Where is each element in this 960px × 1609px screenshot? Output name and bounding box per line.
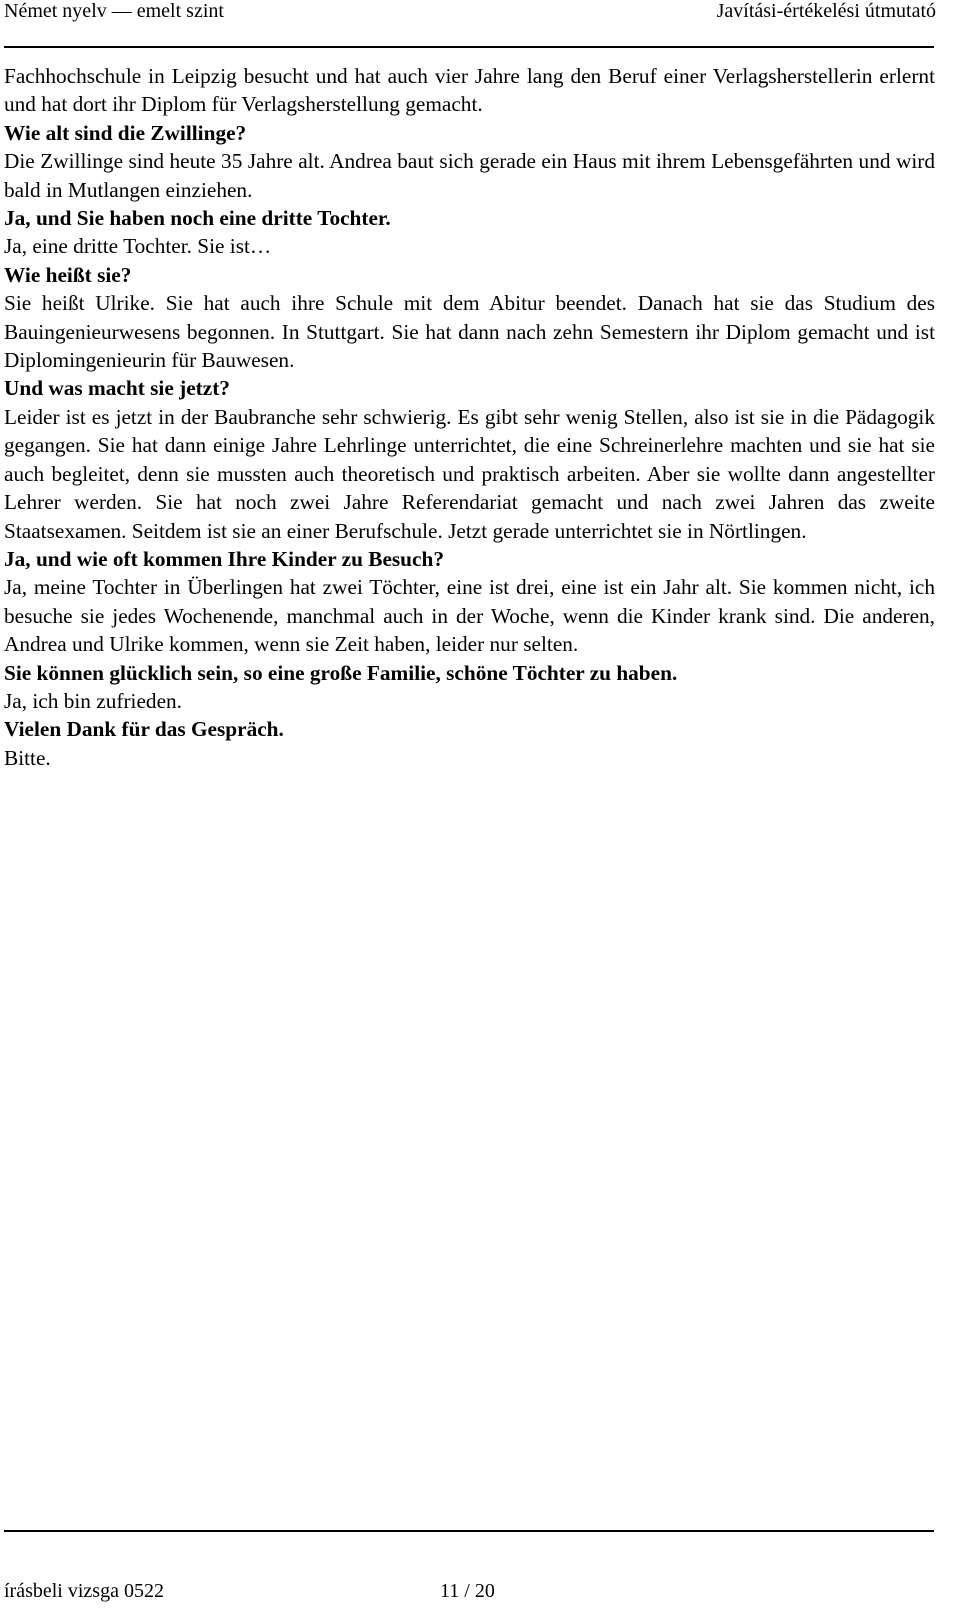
- paragraph-answer: Fachhochschule in Leipzig besucht und hat auch vier Jahre lang den Beruf einer Verlagsherstellerin erlernt und hat dort ihr Diplom für Verlagsherstellung gemacht.: [4, 64, 935, 117]
- header-divider: [4, 46, 934, 48]
- page-number: 11 / 20: [440, 1580, 495, 1602]
- paragraph-question: Wie heißt sie?: [4, 262, 132, 287]
- paragraph-question: Vielen Dank für das Gespräch.: [4, 717, 284, 742]
- paragraph-answer: Sie heißt Ulrike. Sie hat auch ihre Schule mit dem Abitur beendet. Danach hat sie das Studium des Bauingenieurwesens begonnen. In Stuttgart. Sie hat dann nach zehn Semestern ihr Diplom gemacht und ist Diplomingenieurin für Bauwesen.: [4, 291, 935, 373]
- paragraph-answer: Ja, meine Tochter in Überlingen hat zwei Töchter, eine ist drei, eine ist ein Jahr alt. Sie kommen nicht, ich besuche sie jedes Wochenende, manchmal auch in der Woche, wenn die Kinder krank sind. Die anderen, Andrea und Ulrike kommen, wenn sie Zeit haben, leider nur selten.: [4, 575, 935, 657]
- paragraph-question: Sie können glücklich sein, so eine große Familie, schöne Töchter zu haben.: [4, 660, 678, 685]
- paragraph-question: Ja, und wie oft kommen Ihre Kinder zu Besuch?: [4, 546, 444, 571]
- paragraph-answer: Leider ist es jetzt in der Baubranche sehr schwierig. Es gibt sehr wenig Stellen, also ist sie in die Pädagogik gegangen. Sie hat dann einige Jahre Lehrlinge unterrichtet, die eine Schreinerlehre machten und sie hat sie auch begleitet, denn sie mussten auch theoretisch und praktisch arbeiten. Aber sie wollte dann angestellter Lehrer werden. Sie hat noch zwei Jahre Referendariat gemacht und nach zwei Jahren das zweite Staatsexamen. Seitdem ist sie an einer Berufschule. Jetzt gerade unterrichtet sie in Nörtlingen.: [4, 404, 935, 543]
- footer-divider: [4, 1530, 934, 1532]
- paragraph-question: Wie alt sind die Zwillinge?: [4, 120, 247, 145]
- paragraph-answer: Ja, ich bin zufrieden.: [4, 688, 182, 713]
- document-body: [4, 62, 935, 772]
- header-document-type: Javítási-értékelési útmutató: [716, 0, 936, 22]
- paragraph-answer: Die Zwillinge sind heute 35 Jahre alt. Andrea baut sich gerade ein Haus mit ihrem Lebensgefährten und wird bald in Mutlangen einziehen.: [4, 149, 935, 202]
- paragraph-answer: Bitte.: [4, 745, 51, 770]
- header-subject: Német nyelv — emelt szint: [4, 0, 224, 22]
- paragraph-question: Und was macht sie jetzt?: [4, 376, 230, 401]
- footer-exam-code: írásbeli vizsga 0522: [4, 1580, 164, 1602]
- paragraph-question: Ja, und Sie haben noch eine dritte Tochter.: [4, 206, 391, 231]
- paragraph-answer: Ja, eine dritte Tochter. Sie ist…: [4, 234, 272, 259]
- page-header: [0, 0, 936, 22]
